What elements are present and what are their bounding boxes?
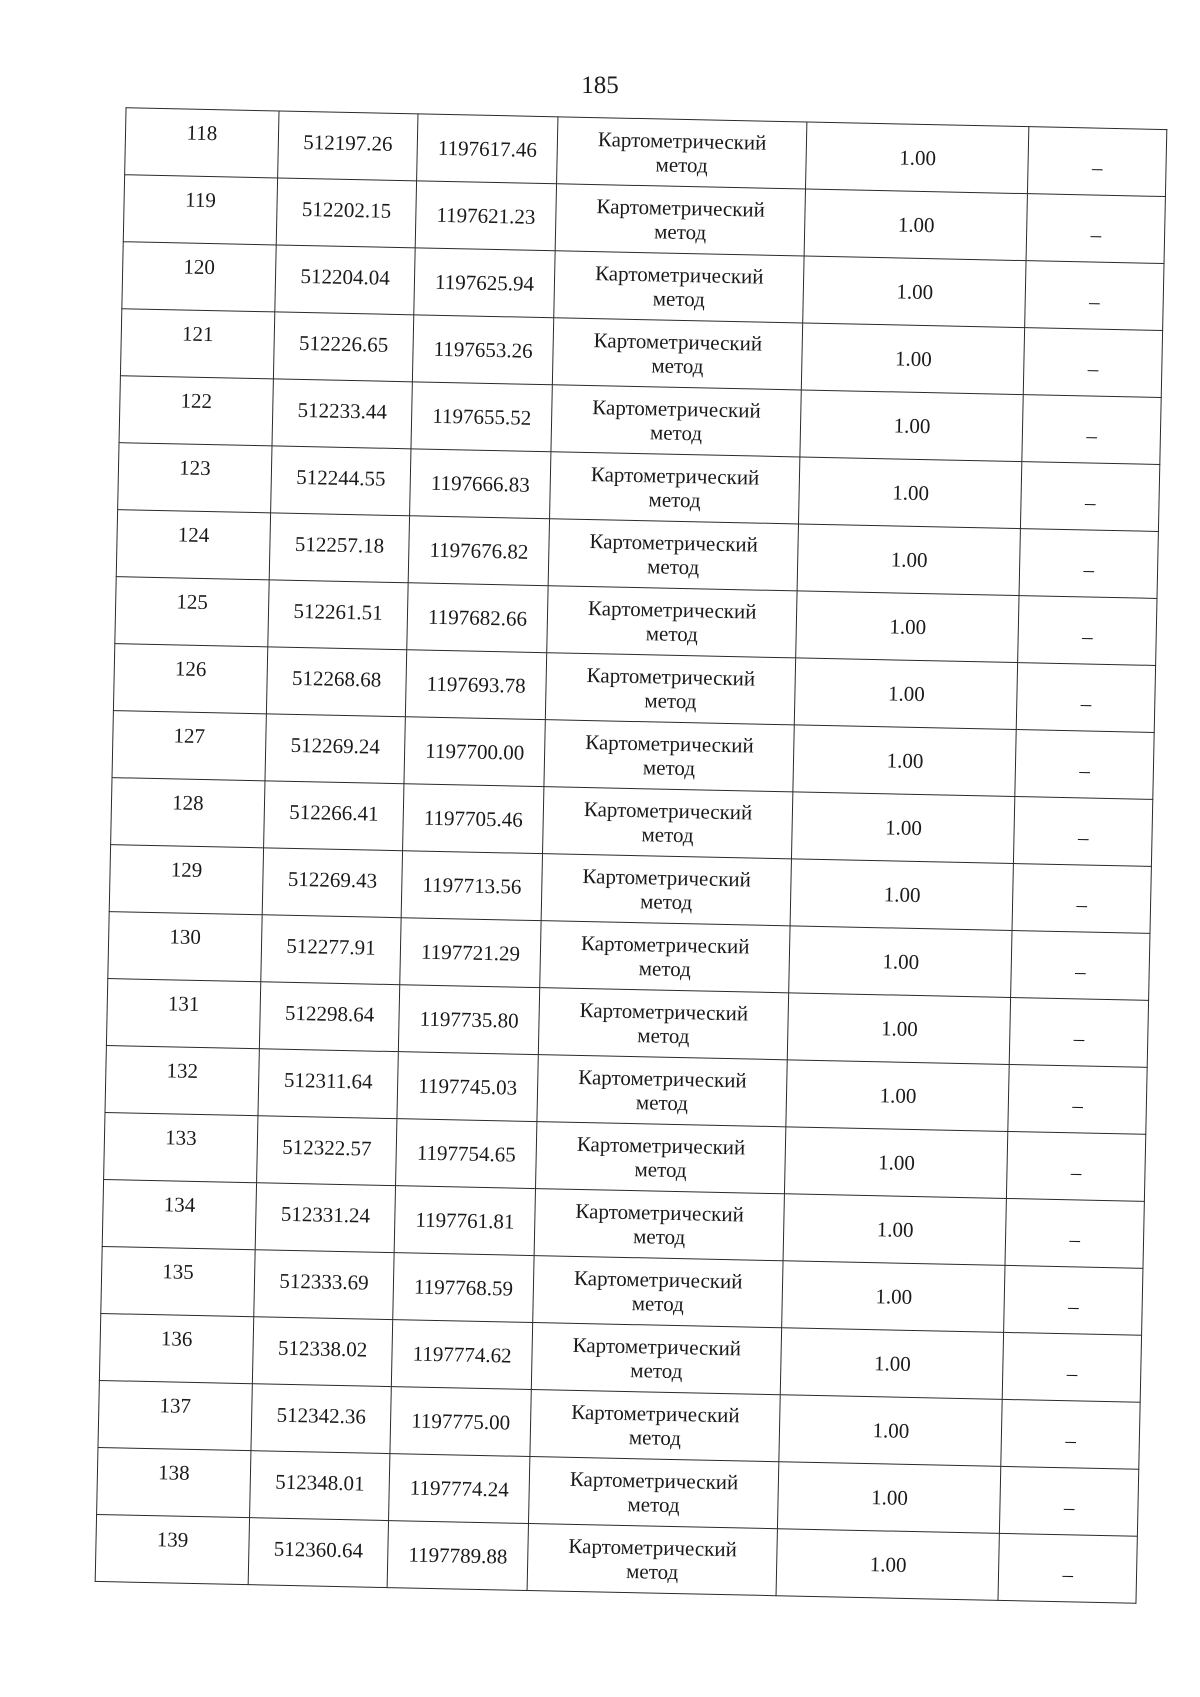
accuracy-cell: [779, 1395, 1002, 1467]
description-cell: [1008, 1064, 1147, 1134]
description-cell-text: –: [1069, 1227, 1081, 1252]
accuracy-cell-text: 1.00: [887, 681, 926, 707]
coordinate-x-cell-text: 512348.01: [274, 1469, 365, 1496]
method-line-1: Картометрический: [583, 796, 753, 825]
description-cell: [1007, 1131, 1146, 1201]
coordinate-x-cell: [275, 245, 416, 315]
method-cell: [541, 854, 792, 926]
method-line-2: метод: [648, 487, 701, 513]
coordinates-table-body: [95, 108, 1167, 1603]
accuracy-cell-text: 1.00: [898, 145, 937, 171]
method-line-2: метод: [642, 755, 696, 781]
method-line-1: Картометрический: [580, 930, 750, 959]
coordinate-y-cell: [403, 784, 544, 854]
description-cell-text: –: [1087, 356, 1099, 381]
method-line-2: метод: [632, 1224, 686, 1250]
point-number-cell-text: 135: [162, 1259, 195, 1284]
coordinate-x-cell: [269, 513, 410, 583]
accuracy-cell-text: 1.00: [886, 748, 924, 774]
point-number-cell: [113, 644, 267, 714]
coordinate-y-cell-text: 1197713.56: [422, 872, 522, 899]
coordinate-x-cell-text: 512226.65: [298, 330, 389, 357]
method-line-1: Картометрический: [579, 997, 749, 1026]
method-cell: [547, 586, 798, 658]
coordinate-y-cell-text: 1197617.46: [437, 135, 538, 162]
coordinate-x-cell-text: 512311.64: [283, 1067, 373, 1094]
method-line-2: метод: [631, 1291, 685, 1317]
accuracy-cell: [776, 1529, 999, 1601]
method-line-1: Картометрический: [596, 193, 766, 222]
method-line-2: метод: [644, 688, 697, 714]
coordinate-x-cell: [248, 1518, 389, 1588]
accuracy-cell: [796, 591, 1019, 663]
description-cell: [1019, 529, 1158, 599]
method-line-2: метод: [635, 1090, 689, 1116]
accuracy-cell-text: 1.00: [896, 279, 934, 305]
coordinates-table: [95, 107, 1168, 1603]
coordinate-y-cell-text: 1197693.78: [426, 671, 526, 698]
coordinate-x-cell: [273, 312, 414, 382]
method-cell: [540, 921, 791, 993]
coordinate-x-cell-text: 512298.64: [284, 1000, 375, 1027]
coordinate-x-cell-text: 512261.51: [293, 598, 383, 625]
coordinate-y-cell: [408, 516, 549, 586]
description-cell: [1028, 127, 1167, 197]
coordinate-x-cell-text: 512338.02: [277, 1335, 368, 1362]
point-number-cell-text: 125: [176, 589, 209, 615]
method-line-1: Картометрический: [570, 1399, 740, 1428]
coordinate-x-cell-text: 512322.57: [281, 1134, 372, 1161]
description-cell: [998, 1533, 1137, 1603]
point-number-cell-text: 127: [173, 723, 206, 748]
method-line-2: метод: [625, 1559, 679, 1585]
accuracy-cell: [782, 1261, 1005, 1333]
description-cell: [1018, 596, 1157, 666]
description-cell-text: –: [1070, 1160, 1082, 1185]
method-cell: [527, 1523, 778, 1595]
method-cell: [551, 385, 802, 457]
accuracy-cell: [799, 457, 1022, 529]
accuracy-cell-text: 1.00: [870, 1485, 909, 1510]
method-line-1: Картометрический: [594, 260, 764, 289]
point-number-cell-text: 132: [166, 1058, 199, 1083]
coordinate-x-cell: [270, 446, 411, 516]
coordinate-y-cell: [397, 1052, 538, 1122]
coordinate-y-cell: [393, 1253, 534, 1323]
accuracy-cell: [783, 1194, 1006, 1266]
coordinate-x-cell-text: 512204.04: [300, 263, 390, 290]
description-cell-text: –: [1086, 423, 1098, 448]
coordinate-x-cell: [266, 647, 407, 717]
accuracy-cell: [795, 658, 1018, 730]
coordinate-y-cell: [396, 1119, 537, 1189]
coordinate-y-cell-text: 1197700.00: [425, 738, 525, 765]
point-number-cell-text: 139: [156, 1527, 189, 1552]
coordinate-x-cell: [256, 1116, 397, 1186]
description-cell: [1004, 1265, 1143, 1335]
description-cell-text: –: [1083, 557, 1095, 582]
method-line-1: Картометрический: [585, 729, 754, 758]
coordinate-y-cell-text: 1197745.03: [417, 1073, 518, 1100]
method-line-2: метод: [638, 956, 692, 982]
method-cell: [556, 117, 807, 189]
method-cell: [555, 184, 806, 256]
coordinate-y-cell: [387, 1521, 528, 1591]
accuracy-cell: [803, 256, 1026, 328]
method-cell: [554, 251, 805, 323]
accuracy-cell: [789, 926, 1012, 998]
description-cell-text: –: [1072, 1093, 1084, 1118]
coordinate-x-cell-text: 512268.68: [291, 665, 382, 692]
coordinate-x-cell: [259, 982, 400, 1052]
coordinate-y-cell: [417, 114, 558, 184]
accuracy-cell: [797, 524, 1020, 596]
point-number-cell-text: 137: [159, 1393, 192, 1418]
accuracy-cell: [785, 1127, 1008, 1199]
accuracy-cell-text: 1.00: [877, 1150, 916, 1175]
coordinate-y-cell: [390, 1387, 531, 1457]
coordinate-x-cell: [262, 848, 403, 918]
method-cell: [548, 519, 799, 591]
point-number-cell: [108, 912, 262, 982]
accuracy-cell-text: 1.00: [891, 480, 930, 506]
accuracy-cell-text: 1.00: [897, 212, 935, 238]
coordinate-y-cell-text: 1197655.52: [432, 403, 532, 430]
point-number-cell-text: 131: [167, 991, 200, 1016]
point-number-cell: [118, 443, 272, 513]
description-cell-text: –: [1063, 1495, 1075, 1520]
coordinate-y-cell-text: 1197621.23: [436, 202, 536, 229]
description-cell-text: –: [1081, 624, 1093, 649]
point-number-cell-text: 123: [178, 455, 211, 481]
coordinate-x-cell: [255, 1183, 396, 1253]
description-cell-text: –: [1080, 691, 1092, 716]
point-number-cell-text: 130: [169, 924, 202, 949]
point-number-cell: [115, 577, 269, 647]
point-number-cell: [119, 376, 273, 446]
method-cell: [534, 1189, 785, 1261]
method-line-2: метод: [649, 420, 703, 446]
method-cell: [530, 1390, 781, 1462]
method-line-1: Картометрический: [587, 595, 757, 624]
coordinate-y-cell: [394, 1186, 535, 1256]
method-cell: [528, 1457, 779, 1529]
accuracy-cell-text: 1.00: [876, 1217, 914, 1242]
point-number-cell: [116, 510, 270, 580]
description-cell: [1027, 194, 1166, 264]
method-line-1: Картометрический: [586, 662, 756, 691]
description-cell: [1005, 1198, 1144, 1268]
accuracy-cell-text: 1.00: [872, 1418, 910, 1443]
description-cell: [1017, 663, 1156, 733]
point-number-cell: [102, 1180, 256, 1250]
description-cell: [1001, 1399, 1140, 1469]
description-cell-text: –: [1091, 155, 1103, 180]
point-number-cell-text: 128: [171, 790, 204, 815]
method-line-1: Картометрический: [578, 1064, 747, 1093]
method-cell: [552, 318, 803, 390]
point-number-cell: [98, 1380, 252, 1450]
coordinate-y-cell-text: 1197735.80: [419, 1006, 519, 1033]
method-line-2: метод: [639, 889, 693, 915]
accuracy-cell-text: 1.00: [883, 882, 921, 907]
method-cell: [535, 1122, 786, 1194]
description-cell: [1015, 730, 1154, 800]
coordinate-y-cell-text: 1197705.46: [423, 805, 524, 832]
method-line-1: Картометрический: [589, 528, 759, 557]
method-cell: [544, 720, 795, 792]
coordinate-x-cell: [252, 1317, 393, 1387]
point-number-cell-text: 122: [180, 388, 213, 414]
coordinate-y-cell-text: 1197625.94: [434, 269, 535, 296]
accuracy-cell: [781, 1328, 1004, 1400]
description-cell-text: –: [1076, 892, 1088, 917]
point-number-cell: [106, 979, 260, 1049]
coordinate-x-cell: [254, 1250, 395, 1320]
coordinate-x-cell-text: 512233.44: [297, 397, 388, 424]
coordinate-y-cell: [411, 382, 552, 452]
description-cell: [1024, 328, 1163, 398]
method-cell: [542, 787, 793, 859]
coordinate-y-cell: [400, 918, 541, 988]
coordinate-x-cell: [251, 1384, 392, 1454]
point-number-cell: [111, 778, 265, 848]
method-line-2: метод: [652, 286, 706, 312]
method-line-1: Картометрический: [593, 327, 763, 356]
coordinate-x-cell-text: 512331.24: [280, 1201, 371, 1228]
description-cell: [1022, 395, 1161, 465]
coordinate-y-cell: [389, 1454, 530, 1524]
coordinate-x-cell: [277, 111, 418, 181]
accuracy-cell: [788, 993, 1011, 1065]
point-number-cell: [122, 242, 276, 312]
point-number-cell-text: 138: [157, 1460, 190, 1485]
method-line-2: метод: [651, 353, 704, 379]
method-line-2: метод: [645, 621, 699, 647]
description-cell-text: –: [1088, 289, 1100, 314]
coordinate-y-cell: [399, 985, 540, 1055]
coordinate-x-cell-text: 512269.43: [287, 866, 378, 893]
method-line-2: метод: [655, 152, 708, 178]
method-cell: [538, 988, 789, 1060]
point-number-cell-text: 136: [160, 1326, 193, 1351]
coordinate-y-cell-text: 1197789.88: [408, 1542, 508, 1569]
method-line-1: Картометрический: [569, 1466, 739, 1495]
coordinate-x-cell: [258, 1049, 399, 1119]
description-cell-text: –: [1074, 959, 1086, 984]
coordinate-y-cell: [414, 248, 555, 318]
point-number-cell-text: 124: [177, 522, 210, 548]
coordinate-x-cell: [268, 580, 409, 650]
point-number-cell: [125, 108, 279, 178]
point-number-cell-text: 118: [186, 120, 218, 146]
description-cell: [1011, 931, 1150, 1001]
description-cell-text: –: [1073, 1026, 1085, 1051]
accuracy-cell: [800, 390, 1023, 462]
point-number-cell: [97, 1447, 251, 1517]
method-line-1: Картометрический: [592, 394, 761, 423]
method-line-2: метод: [637, 1023, 690, 1049]
coordinate-x-cell-text: 512266.41: [289, 799, 379, 826]
method-cell: [533, 1256, 784, 1328]
description-cell-text: –: [1065, 1428, 1077, 1453]
method-line-1: Картометрический: [576, 1131, 746, 1160]
coordinate-y-cell: [401, 851, 542, 921]
accuracy-cell: [802, 323, 1025, 395]
method-line-1: Картометрический: [572, 1332, 742, 1361]
point-number-cell-text: 129: [170, 857, 203, 882]
coordinate-x-cell-text: 512202.15: [301, 196, 392, 223]
method-cell: [545, 653, 796, 725]
description-cell: [1003, 1332, 1142, 1402]
method-line-2: метод: [646, 554, 700, 580]
page-number: 185: [581, 72, 619, 99]
coordinate-x-cell-text: 512333.69: [279, 1268, 369, 1295]
method-line-1: Картометрический: [597, 127, 767, 155]
method-line-1: Картометрический: [590, 461, 760, 490]
coordinate-y-cell-text: 1197774.24: [409, 1475, 510, 1502]
coordinate-x-cell: [265, 714, 406, 784]
accuracy-cell: [778, 1462, 1001, 1534]
point-number-cell: [112, 711, 266, 781]
description-cell-text: –: [1084, 490, 1096, 515]
description-cell: [1012, 864, 1151, 934]
method-line-2: метод: [634, 1157, 687, 1183]
description-cell: [1025, 261, 1164, 331]
coordinate-x-cell-text: 512257.18: [294, 531, 385, 558]
point-number-cell-text: 120: [183, 254, 216, 280]
point-number-cell: [95, 1514, 249, 1584]
coordinate-y-cell: [392, 1320, 533, 1390]
method-cell: [537, 1055, 788, 1127]
coordinate-x-cell-text: 512277.91: [286, 933, 376, 960]
accuracy-cell-text: 1.00: [879, 1083, 917, 1108]
coordinate-y-cell: [406, 650, 547, 720]
method-line-1: Картометрический: [575, 1198, 745, 1227]
coordinate-y-cell: [410, 449, 551, 519]
accuracy-cell: [805, 189, 1028, 261]
coordinate-y-cell: [413, 315, 554, 385]
method-cell: [531, 1323, 782, 1395]
description-cell: [1010, 997, 1149, 1067]
accuracy-cell-text: 1.00: [882, 949, 920, 974]
point-number-cell: [101, 1247, 255, 1317]
description-cell-text: –: [1062, 1562, 1074, 1587]
coordinate-y-cell-text: 1197676.82: [429, 537, 529, 564]
point-number-cell: [99, 1313, 253, 1383]
accuracy-cell-text: 1.00: [893, 413, 931, 439]
method-line-1: Картометрический: [573, 1265, 743, 1294]
method-line-2: метод: [653, 219, 707, 245]
coordinate-x-cell: [263, 781, 404, 851]
method-line-1: Картометрический: [568, 1533, 738, 1562]
accuracy-cell: [793, 725, 1016, 797]
coordinate-y-cell: [404, 717, 545, 787]
accuracy-cell: [790, 859, 1013, 931]
coordinate-x-cell-text: 512197.26: [303, 129, 393, 156]
point-number-cell: [109, 845, 263, 915]
coordinate-y-cell-text: 1197682.66: [427, 604, 528, 631]
point-number-cell-text: 134: [163, 1192, 196, 1217]
accuracy-cell: [786, 1060, 1009, 1132]
coordinate-x-cell-text: 512244.55: [296, 464, 386, 491]
point-number-cell: [123, 175, 277, 245]
coordinate-x-cell: [272, 379, 413, 449]
method-line-2: метод: [628, 1425, 682, 1451]
coordinate-x-cell-text: 512269.24: [290, 732, 381, 759]
coordinate-y-cell-text: 1197768.59: [413, 1274, 514, 1301]
description-cell-text: –: [1067, 1294, 1079, 1319]
coordinate-y-cell-text: 1197775.00: [410, 1408, 511, 1435]
accuracy-cell-text: 1.00: [884, 815, 923, 841]
point-number-cell: [105, 1046, 259, 1116]
accuracy-cell-text: 1.00: [873, 1351, 911, 1376]
accuracy-cell-text: 1.00: [890, 547, 928, 573]
accuracy-cell-text: 1.00: [880, 1016, 918, 1041]
coordinate-y-cell-text: 1197653.26: [433, 336, 533, 363]
coordinate-x-cell-text: 512360.64: [273, 1536, 364, 1563]
description-cell-text: –: [1079, 758, 1091, 783]
accuracy-cell: [806, 122, 1029, 194]
description-cell-text: –: [1066, 1361, 1078, 1386]
method-cell: [549, 452, 800, 524]
point-number-cell-text: 119: [184, 187, 217, 213]
description-cell-text: –: [1090, 222, 1102, 247]
point-number-cell-text: 121: [181, 321, 214, 347]
coordinate-x-cell: [249, 1451, 390, 1521]
coordinate-x-cell: [261, 915, 402, 985]
description-cell: [1014, 797, 1153, 867]
coordinate-x-cell-text: 512342.36: [276, 1402, 367, 1429]
accuracy-cell-text: 1.00: [889, 614, 927, 640]
coordinate-x-cell: [276, 178, 417, 248]
coordinate-y-cell: [416, 181, 557, 251]
coordinate-y-cell-text: 1197721.29: [420, 939, 521, 966]
method-line-2: метод: [627, 1492, 680, 1518]
coordinate-y-cell: [407, 583, 548, 653]
method-line-2: метод: [630, 1358, 683, 1384]
coordinate-y-cell-text: 1197761.81: [415, 1207, 515, 1234]
accuracy-cell: [792, 792, 1015, 864]
method-line-2: метод: [641, 822, 694, 848]
point-number-cell-text: 133: [164, 1125, 197, 1150]
method-line-1: Картометрический: [582, 863, 752, 892]
coordinate-y-cell-text: 1197666.83: [430, 470, 531, 497]
point-number-cell: [120, 309, 274, 379]
point-number-cell-text: 126: [174, 656, 207, 681]
point-number-cell: [104, 1113, 258, 1183]
accuracy-cell-text: 1.00: [869, 1552, 907, 1577]
accuracy-cell-text: 1.00: [875, 1284, 913, 1309]
description-cell-text: –: [1077, 825, 1089, 850]
coordinate-y-cell-text: 1197754.65: [416, 1140, 517, 1167]
description-cell: [1000, 1466, 1139, 1536]
accuracy-cell-text: 1.00: [894, 346, 933, 372]
coordinate-y-cell-text: 1197774.62: [412, 1341, 512, 1368]
description-cell: [1021, 462, 1160, 532]
